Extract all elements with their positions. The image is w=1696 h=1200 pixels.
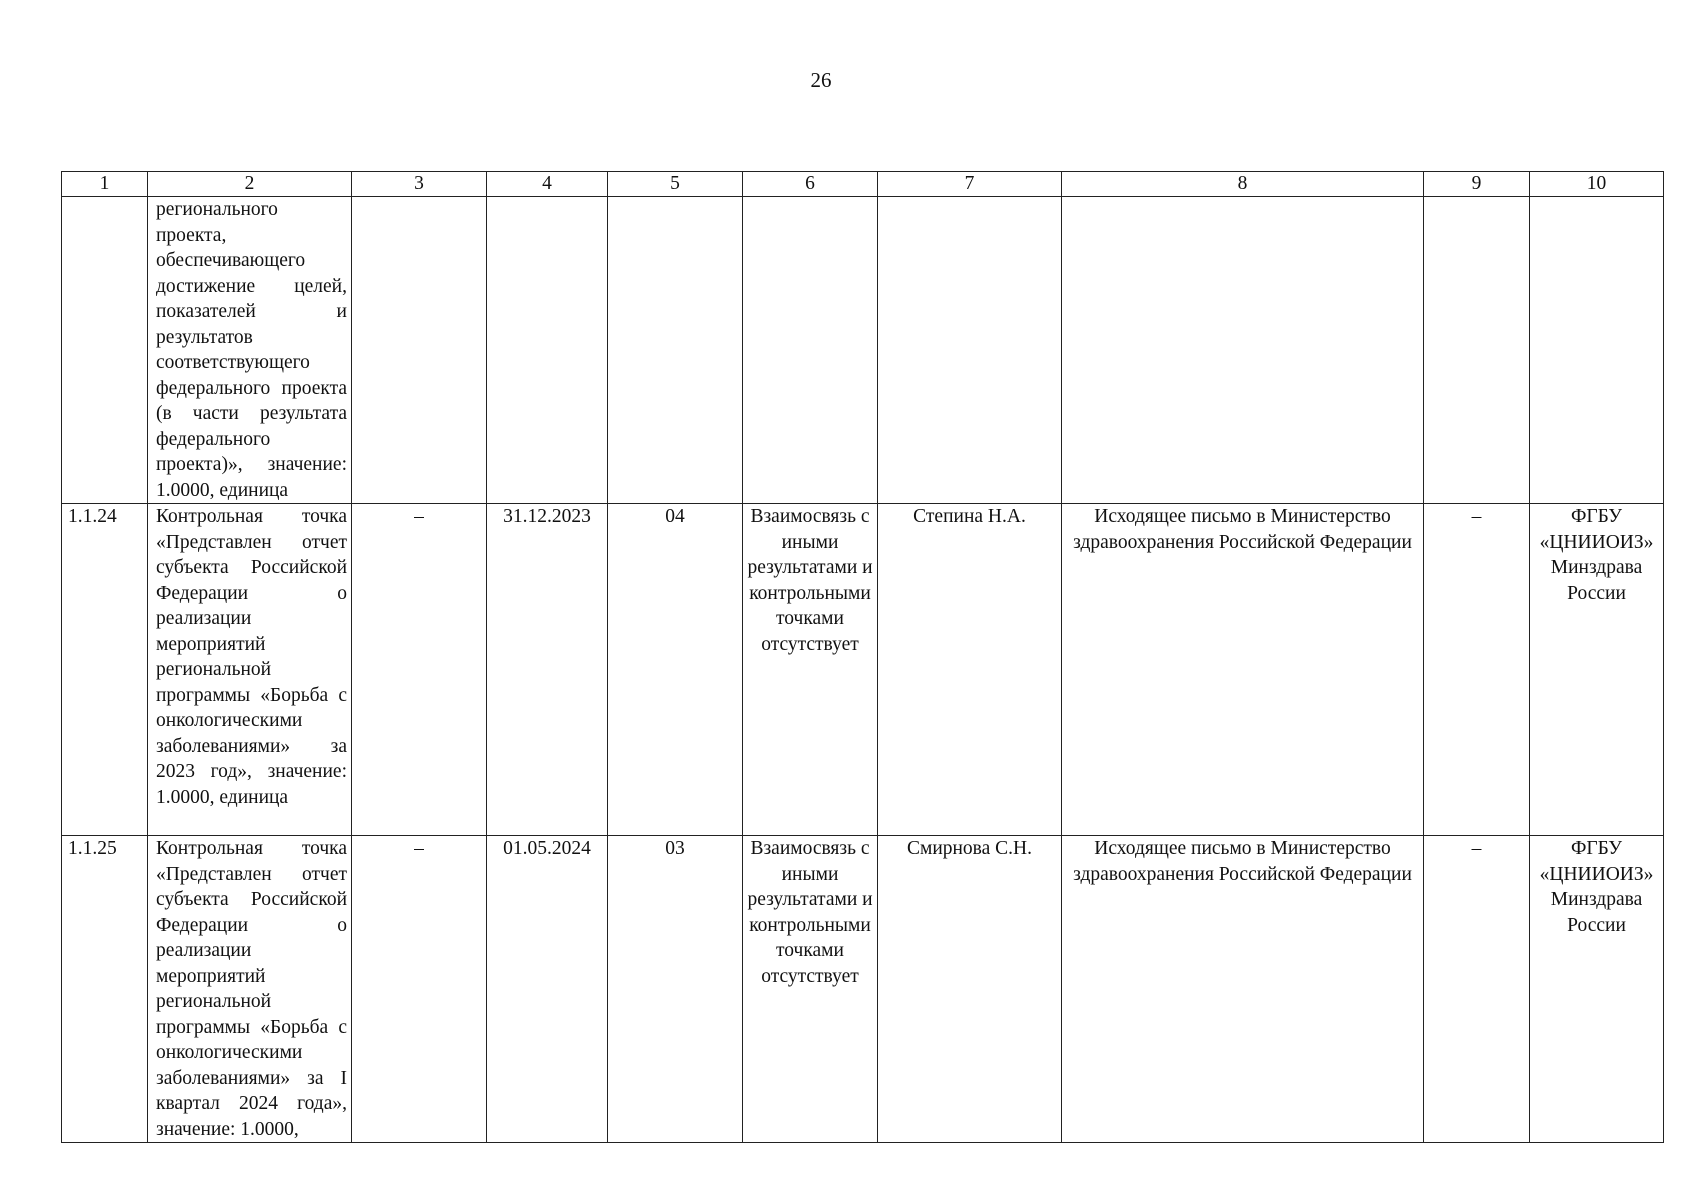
cell-organization: ФГБУ «ЦНИИОИЗ» Минздрава России (1530, 836, 1664, 1143)
cell-code: 03 (608, 836, 743, 1143)
cell (62, 197, 148, 504)
control-points-table (61, 171, 1664, 1143)
column-header-1: 1 (62, 172, 148, 197)
cell (743, 197, 878, 504)
cell-date: 31.12.2023 (487, 504, 608, 836)
cell (1530, 197, 1664, 504)
cell-number: 1.1.24 (62, 504, 148, 836)
cell-responsible: Смирнова С.Н. (878, 836, 1062, 1143)
cell-col9: – (1424, 504, 1530, 836)
cell-col3: – (352, 504, 487, 836)
cell-col3: – (352, 836, 487, 1143)
column-header-9: 9 (1424, 172, 1530, 197)
continuation-row (62, 197, 1664, 504)
table-row (62, 836, 1664, 1143)
cell-organization: ФГБУ «ЦНИИОИЗ» Минздрава России (1530, 504, 1664, 836)
cell-relation: Взаимосвязь с иными результатами и контрольными точками отсутствует (743, 836, 878, 1143)
cell-description: регионального проекта, обеспечивающего достижение целей, показателей и результатов соответствующего федерального проекта (в части результата федерального проекта)», значение: 1.0000, единица (148, 197, 352, 504)
cell-number: 1.1.25 (62, 836, 148, 1143)
column-header-7: 7 (878, 172, 1062, 197)
cell (487, 197, 608, 504)
header-row (62, 172, 1664, 197)
cell-description: Контрольная точка «Представлен отчет субъекта Российской Федерации о реализации мероприятий региональной программы «Борьба с онкологическими заболеваниями» за 2023 год», значение: 1.0000, единица (148, 504, 352, 836)
table-row (62, 504, 1664, 836)
cell (608, 197, 743, 504)
column-header-8: 8 (1062, 172, 1424, 197)
column-header-6: 6 (743, 172, 878, 197)
cell-code: 04 (608, 504, 743, 836)
cell-document: Исходящее письмо в Министерство здравоохранения Российской Федерации (1062, 504, 1424, 836)
cell-description: Контрольная точка «Представлен отчет субъекта Российской Федерации о реализации мероприятий региональной программы «Борьба с онкологическими заболеваниями» за I квартал 2024 года», значение: 1.0000, (148, 836, 352, 1143)
cell (352, 197, 487, 504)
cell-responsible: Степина Н.А. (878, 504, 1062, 836)
cell (1424, 197, 1530, 504)
column-header-2: 2 (148, 172, 352, 197)
cell-relation: Взаимосвязь с иными результатами и контрольными точками отсутствует (743, 504, 878, 836)
cell-col9: – (1424, 836, 1530, 1143)
cell-date: 01.05.2024 (487, 836, 608, 1143)
column-header-10: 10 (1530, 172, 1664, 197)
cell-document: Исходящее письмо в Министерство здравоохранения Российской Федерации (1062, 836, 1424, 1143)
column-header-5: 5 (608, 172, 743, 197)
cell (878, 197, 1062, 504)
column-header-3: 3 (352, 172, 487, 197)
cell (1062, 197, 1424, 504)
column-header-4: 4 (487, 172, 608, 197)
page-number: 26 (810, 68, 832, 92)
